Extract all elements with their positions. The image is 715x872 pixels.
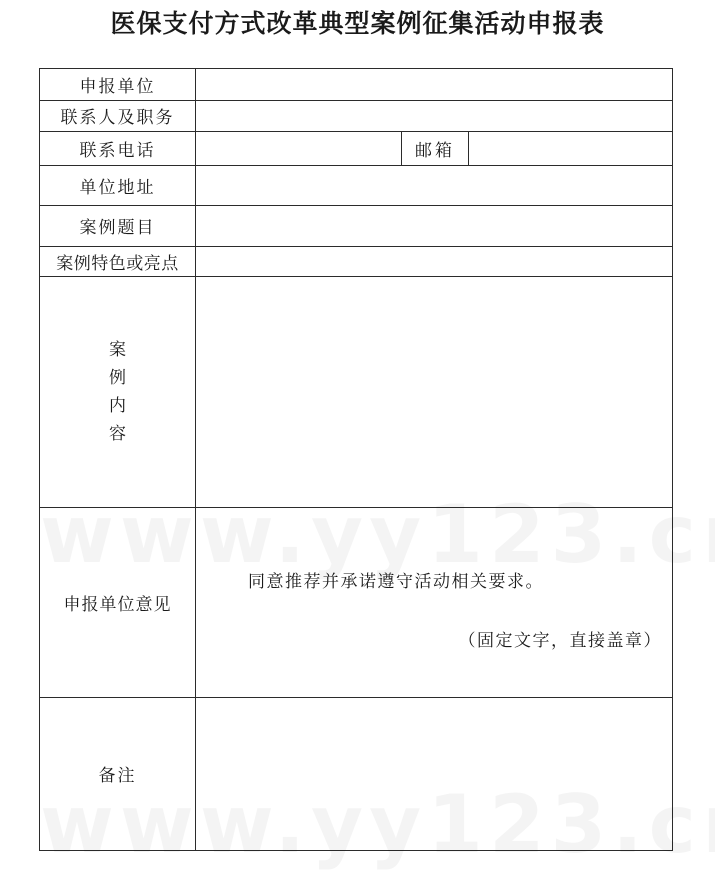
case-content-label bbox=[40, 276, 195, 507]
contact-person-field[interactable] bbox=[196, 100, 672, 131]
case-content-field[interactable] bbox=[196, 276, 672, 507]
phone-field[interactable] bbox=[196, 131, 401, 165]
applicant-unit-field[interactable] bbox=[196, 69, 672, 100]
case-content-char: 内 bbox=[109, 395, 126, 416]
address-label: 单位地址 bbox=[79, 177, 156, 198]
email-field[interactable] bbox=[469, 131, 672, 165]
case-title-field[interactable] bbox=[196, 205, 672, 246]
case-content-char: 容 bbox=[109, 423, 126, 444]
phone-label: 联系电话 bbox=[79, 140, 156, 161]
contact-person-label: 联系人及职务 bbox=[60, 108, 175, 128]
application-form-table bbox=[39, 68, 673, 851]
remarks-label: 备注 bbox=[98, 766, 137, 786]
case-content-char: 案 bbox=[109, 339, 126, 360]
remarks-field[interactable] bbox=[196, 697, 672, 850]
case-content-char: 例 bbox=[109, 367, 126, 388]
opinion-statement: 同意推荐并承诺遵守活动相关要求。 bbox=[248, 572, 544, 592]
applicant-unit-label: 申报单位 bbox=[79, 77, 156, 97]
case-features-label: 案例特色或亮点 bbox=[56, 253, 179, 274]
address-field[interactable] bbox=[196, 165, 672, 205]
opinion-label: 申报单位意见 bbox=[63, 594, 172, 615]
case-title-label: 案例题目 bbox=[79, 218, 156, 238]
opinion-note: （固定文字，直接盖章） bbox=[458, 631, 662, 651]
opinion-field[interactable] bbox=[196, 507, 672, 697]
case-features-field[interactable] bbox=[196, 246, 672, 276]
form-title: 医保支付方式改革典型案例征集活动申报表 bbox=[110, 9, 605, 38]
email-label: 邮箱 bbox=[415, 140, 455, 161]
